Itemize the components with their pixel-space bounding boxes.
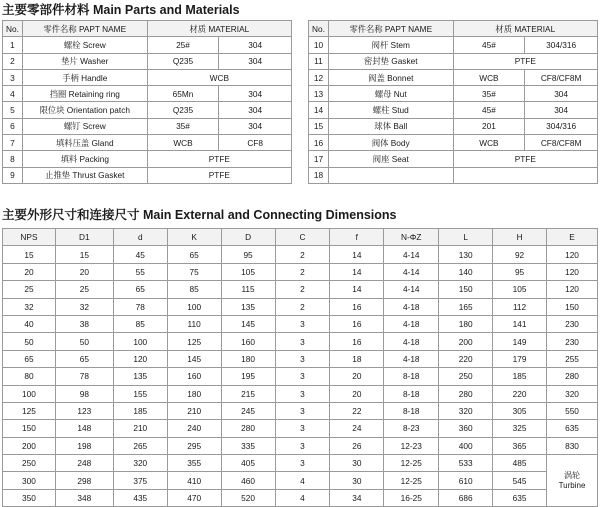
part-name: 挡圈 Retaining ring [22, 86, 147, 102]
dims-cell: 85 [167, 281, 221, 298]
dims-cell: 255 [547, 350, 598, 367]
parts-header-row [309, 21, 598, 37]
dims-cell: 355 [167, 455, 221, 472]
dims-cell: 50 [3, 333, 56, 350]
dims-cell: 200 [3, 437, 56, 454]
dims-cell: 20 [330, 385, 384, 402]
material-primary: WCB [147, 135, 219, 151]
part-number: 7 [3, 135, 23, 151]
dims-cell: 550 [547, 402, 598, 419]
dims-cell: 460 [221, 472, 275, 489]
dims-cell: 92 [493, 246, 547, 263]
dims-cell: 26 [330, 437, 384, 454]
dims-cell: 135 [113, 368, 167, 385]
part-name: 填料 Packing [22, 151, 147, 167]
header-no: No. [309, 21, 329, 37]
dims-cell: 195 [221, 368, 275, 385]
dims-cell: 435 [113, 489, 167, 506]
dims-cell: 80 [3, 368, 56, 385]
dims-cell: 180 [221, 350, 275, 367]
dims-cell: 470 [167, 489, 221, 506]
dims-cell: 248 [55, 455, 113, 472]
dims-cell: 325 [493, 420, 547, 437]
header-no: No. [3, 21, 23, 37]
dims-cell: 230 [547, 333, 598, 350]
dims-header-cell: f [330, 229, 384, 246]
dims-cell: 105 [221, 263, 275, 280]
dims-cell: 200 [439, 333, 493, 350]
dims-cell: 148 [55, 420, 113, 437]
dims-cell: 4-14 [384, 263, 439, 280]
dims-cell: 95 [221, 246, 275, 263]
dims-cell: 3 [275, 333, 330, 350]
part-name: 垫片 Washer [22, 53, 147, 69]
part-name: 球体 Ball [328, 118, 453, 134]
dims-cell: 150 [547, 298, 598, 315]
dims-cell: 135 [221, 298, 275, 315]
material: WCB [147, 69, 291, 85]
material-alt: 304 [219, 102, 292, 118]
dims-cell: 830 [547, 437, 598, 454]
dims-cell: 179 [493, 350, 547, 367]
dims-cell: 120 [547, 246, 598, 263]
dims-cell: 8-18 [384, 368, 439, 385]
material-alt: 304 [525, 102, 598, 118]
parts-row [309, 53, 598, 69]
dims-cell: 14 [330, 246, 384, 263]
material-alt: 304/316 [525, 37, 598, 53]
dims-cell: 22 [330, 402, 384, 419]
dims-cell: 3 [275, 437, 330, 454]
dims-cell: 112 [493, 298, 547, 315]
dims-cell: 335 [221, 437, 275, 454]
parts-row [309, 69, 598, 85]
dims-cell: 360 [439, 420, 493, 437]
parts-row [3, 37, 292, 53]
dims-cell: 149 [493, 333, 547, 350]
part-name: 阀盖 Bonnet [328, 69, 453, 85]
part-number: 11 [309, 53, 329, 69]
dims-cell: 100 [167, 298, 221, 315]
part-name: 限位块 Orientation patch [22, 102, 147, 118]
dims-cell: 16-25 [384, 489, 439, 506]
dims-cell: 45 [113, 246, 167, 263]
material: PTFE [147, 151, 291, 167]
dims-cell: 14 [330, 263, 384, 280]
dims-cell: 16 [330, 333, 384, 350]
dims-cell: 65 [113, 281, 167, 298]
dimensions-table [2, 228, 598, 507]
material-primary: Q235 [147, 102, 219, 118]
material-primary: 201 [453, 118, 525, 134]
dims-cell: 30 [330, 472, 384, 489]
dims-cell: 215 [221, 385, 275, 402]
dims-cell: 34 [330, 489, 384, 506]
dims-header-cell: C [275, 229, 330, 246]
dims-cell: 4-18 [384, 315, 439, 332]
dims-cell: 12-23 [384, 437, 439, 454]
material-primary: 25# [147, 37, 219, 53]
dims-header-cell: L [439, 229, 493, 246]
part-number: 5 [3, 102, 23, 118]
dims-cell: 145 [167, 350, 221, 367]
dims-cell: 20 [3, 263, 56, 280]
header-material: 材质 MATERIAL [453, 21, 597, 37]
dims-cell: 4-18 [384, 333, 439, 350]
dims-cell: 12-25 [384, 455, 439, 472]
material: PTFE [453, 151, 597, 167]
material-alt: CF8/CF8M [525, 69, 598, 85]
dims-cell: 280 [439, 385, 493, 402]
parts-header-row [3, 21, 292, 37]
dims-cell: 520 [221, 489, 275, 506]
parts-row [3, 102, 292, 118]
part-number: 10 [309, 37, 329, 53]
dims-cell: 410 [167, 472, 221, 489]
parts-row [3, 151, 292, 167]
material: PTFE [453, 53, 597, 69]
dims-cell: 180 [439, 315, 493, 332]
dims-cell: 400 [439, 437, 493, 454]
dims-cell: 20 [55, 263, 113, 280]
dims-cell: 210 [167, 402, 221, 419]
dims-cell: 295 [167, 437, 221, 454]
dims-cell: 100 [3, 385, 56, 402]
material-alt: 304 [219, 86, 292, 102]
dims-cell: 55 [113, 263, 167, 280]
dims-header-cell: NPS [3, 229, 56, 246]
dims-row [3, 281, 598, 298]
dims-cell: 24 [330, 420, 384, 437]
dims-cell: 8-23 [384, 420, 439, 437]
material-alt: CF8/CF8M [525, 135, 598, 151]
dims-cell: 610 [439, 472, 493, 489]
dims-row [3, 385, 598, 402]
dims-cell: 320 [113, 455, 167, 472]
material-primary: 45# [453, 102, 525, 118]
dims-cell: 3 [275, 368, 330, 385]
dims-cell: 485 [493, 455, 547, 472]
dims-cell: 240 [167, 420, 221, 437]
material-alt: 304 [219, 118, 292, 134]
dims-cell: 220 [493, 385, 547, 402]
part-name: 手柄 Handle [22, 69, 147, 85]
parts-row [309, 167, 598, 183]
dims-cell: 105 [493, 281, 547, 298]
dims-cell: 85 [113, 315, 167, 332]
dims-row [3, 472, 598, 489]
dims-row [3, 263, 598, 280]
part-number: 1 [3, 37, 23, 53]
dims-header-cell: K [167, 229, 221, 246]
dims-cell: 12-25 [384, 472, 439, 489]
dims-cell: 150 [3, 420, 56, 437]
dims-cell: 15 [55, 246, 113, 263]
dims-cell: 14 [330, 281, 384, 298]
part-number: 6 [3, 118, 23, 134]
dims-cell: 180 [167, 385, 221, 402]
parts-row [3, 118, 292, 134]
dims-cell: 8-18 [384, 402, 439, 419]
dims-cell: 160 [167, 368, 221, 385]
dims-cell: 3 [275, 420, 330, 437]
dims-cell: 635 [493, 489, 547, 506]
parts-row [309, 102, 598, 118]
dims-cell: 545 [493, 472, 547, 489]
dims-cell: 365 [493, 437, 547, 454]
parts-table-right [308, 20, 598, 184]
parts-row [3, 69, 292, 85]
dims-row [3, 350, 598, 367]
dims-cell: 185 [113, 402, 167, 419]
dims-header-cell: N-ΦZ [384, 229, 439, 246]
dims-cell: 185 [493, 368, 547, 385]
dims-row [3, 420, 598, 437]
dims-cell: 3 [275, 350, 330, 367]
part-number: 18 [309, 167, 329, 183]
dims-cell: 75 [167, 263, 221, 280]
dims-cell: 50 [55, 333, 113, 350]
dims-cell: 300 [3, 472, 56, 489]
dims-cell: 405 [221, 455, 275, 472]
header-part-name: 零件名称 PAPT NAME [22, 21, 147, 37]
part-name: 阀杆 Stem [328, 37, 453, 53]
dims-cell: 78 [113, 298, 167, 315]
dims-cell: 145 [221, 315, 275, 332]
header-part-name: 零件名称 PAPT NAME [328, 21, 453, 37]
part-number: 2 [3, 53, 23, 69]
part-number: 17 [309, 151, 329, 167]
dims-cell: 4-14 [384, 246, 439, 263]
part-name: 填料压盖 Gland [22, 135, 147, 151]
part-name: 螺母 Nut [328, 86, 453, 102]
parts-row [309, 151, 598, 167]
dims-cell: 3 [275, 402, 330, 419]
parts-row [309, 135, 598, 151]
dims-cell: 95 [493, 263, 547, 280]
dims-cell: 150 [439, 281, 493, 298]
parts-row [3, 86, 292, 102]
parts-row [309, 118, 598, 134]
dims-cell: 245 [221, 402, 275, 419]
dims-cell: 38 [55, 315, 113, 332]
dims-cell: 65 [55, 350, 113, 367]
dims-cell: 65 [167, 246, 221, 263]
material-alt: 304 [525, 86, 598, 102]
part-name: 螺钉 Screw [22, 118, 147, 134]
dims-header-cell: D1 [55, 229, 113, 246]
material-alt: 304/316 [525, 118, 598, 134]
dims-cell: 3 [275, 385, 330, 402]
dims-cell: 3 [275, 315, 330, 332]
dims-cell: 3 [275, 455, 330, 472]
dims-header-cell: D [221, 229, 275, 246]
dims-cell: 100 [113, 333, 167, 350]
material [453, 167, 597, 183]
parts-row [309, 86, 598, 102]
dims-cell: 305 [493, 402, 547, 419]
parts-table-left [2, 20, 292, 184]
part-name: 止推垫 Thrust Gasket [22, 167, 147, 183]
dims-row [3, 246, 598, 263]
material: PTFE [147, 167, 291, 183]
part-number: 3 [3, 69, 23, 85]
dims-cell: 65 [3, 350, 56, 367]
dims-cell: 2 [275, 298, 330, 315]
dims-row [3, 455, 598, 472]
material-primary: 35# [147, 118, 219, 134]
part-number: 15 [309, 118, 329, 134]
dims-cell: 320 [439, 402, 493, 419]
dims-cell: 123 [55, 402, 113, 419]
material-alt: 304 [219, 37, 292, 53]
dims-cell: 98 [55, 385, 113, 402]
dims-cell: 8-18 [384, 385, 439, 402]
turbine-cell [547, 455, 598, 507]
parts-row [3, 53, 292, 69]
dims-cell: 4-14 [384, 281, 439, 298]
part-number: 9 [3, 167, 23, 183]
part-name: 阀座 Seat [328, 151, 453, 167]
material-primary: 45# [453, 37, 525, 53]
dims-cell: 533 [439, 455, 493, 472]
parts-section-title: 主要零部件材料 Main Parts and Materials [2, 3, 240, 17]
dims-cell: 2 [275, 263, 330, 280]
parts-row [3, 167, 292, 183]
part-number: 12 [309, 69, 329, 85]
dims-cell: 2 [275, 281, 330, 298]
parts-row [3, 135, 292, 151]
dims-cell: 160 [221, 333, 275, 350]
part-number: 13 [309, 86, 329, 102]
dims-cell: 635 [547, 420, 598, 437]
part-number: 4 [3, 86, 23, 102]
dims-cell: 265 [113, 437, 167, 454]
dims-cell: 165 [439, 298, 493, 315]
material-alt: CF8 [219, 135, 292, 151]
dims-cell: 4 [275, 489, 330, 506]
dims-section-title: 主要外形尺寸和连接尺寸 Main External and Connecting Dimensions [2, 208, 397, 222]
dims-cell: 250 [3, 455, 56, 472]
dims-cell: 30 [330, 455, 384, 472]
dims-cell: 25 [55, 281, 113, 298]
dims-cell: 686 [439, 489, 493, 506]
dims-row [3, 437, 598, 454]
header-material: 材质 MATERIAL [147, 21, 291, 37]
dims-row [3, 489, 598, 506]
material-primary: WCB [453, 69, 525, 85]
material-alt: 304 [219, 53, 292, 69]
dims-cell: 40 [3, 315, 56, 332]
part-name: 螺栓 Screw [22, 37, 147, 53]
part-number: 8 [3, 151, 23, 167]
dims-cell: 375 [113, 472, 167, 489]
dims-cell: 20 [330, 368, 384, 385]
dims-cell: 198 [55, 437, 113, 454]
dims-cell: 298 [55, 472, 113, 489]
dims-cell: 230 [547, 315, 598, 332]
dims-row [3, 368, 598, 385]
material-primary: 35# [453, 86, 525, 102]
dims-row [3, 315, 598, 332]
dims-header-cell: H [493, 229, 547, 246]
turbine-label-cn: 涡轮 [564, 470, 580, 480]
dims-row [3, 402, 598, 419]
dims-cell: 130 [439, 246, 493, 263]
dims-cell: 32 [55, 298, 113, 315]
dims-cell: 4 [275, 472, 330, 489]
dims-cell: 155 [113, 385, 167, 402]
part-number: 16 [309, 135, 329, 151]
dims-cell: 280 [221, 420, 275, 437]
dims-row [3, 298, 598, 315]
dims-cell: 125 [167, 333, 221, 350]
dims-row [3, 333, 598, 350]
dims-cell: 120 [547, 263, 598, 280]
part-name: 密封垫 Gasket [328, 53, 453, 69]
dims-cell: 141 [493, 315, 547, 332]
dims-cell: 250 [439, 368, 493, 385]
dims-cell: 120 [547, 281, 598, 298]
dims-cell: 16 [330, 298, 384, 315]
dims-header-row [3, 229, 598, 246]
dims-cell: 320 [547, 385, 598, 402]
dims-cell: 220 [439, 350, 493, 367]
parts-row [309, 37, 598, 53]
dims-cell: 140 [439, 263, 493, 280]
dims-header-cell: E [547, 229, 598, 246]
dims-cell: 18 [330, 350, 384, 367]
dims-header-cell: d [113, 229, 167, 246]
dims-cell: 2 [275, 246, 330, 263]
dims-cell: 78 [55, 368, 113, 385]
part-number: 14 [309, 102, 329, 118]
dims-cell: 280 [547, 368, 598, 385]
part-name [328, 167, 453, 183]
part-name: 螺柱 Stud [328, 102, 453, 118]
dims-cell: 32 [3, 298, 56, 315]
dims-cell: 25 [3, 281, 56, 298]
part-name: 阀体 Body [328, 135, 453, 151]
dims-cell: 348 [55, 489, 113, 506]
dims-cell: 120 [113, 350, 167, 367]
material-primary: Q235 [147, 53, 219, 69]
dims-cell: 15 [3, 246, 56, 263]
dims-cell: 4-18 [384, 298, 439, 315]
material-primary: WCB [453, 135, 525, 151]
dims-cell: 16 [330, 315, 384, 332]
dims-cell: 210 [113, 420, 167, 437]
turbine-label-en: Turbine [558, 480, 586, 490]
dims-cell: 350 [3, 489, 56, 506]
dims-cell: 125 [3, 402, 56, 419]
dims-cell: 4-18 [384, 350, 439, 367]
dims-cell: 110 [167, 315, 221, 332]
dims-cell: 115 [221, 281, 275, 298]
material-primary: 65Mn [147, 86, 219, 102]
